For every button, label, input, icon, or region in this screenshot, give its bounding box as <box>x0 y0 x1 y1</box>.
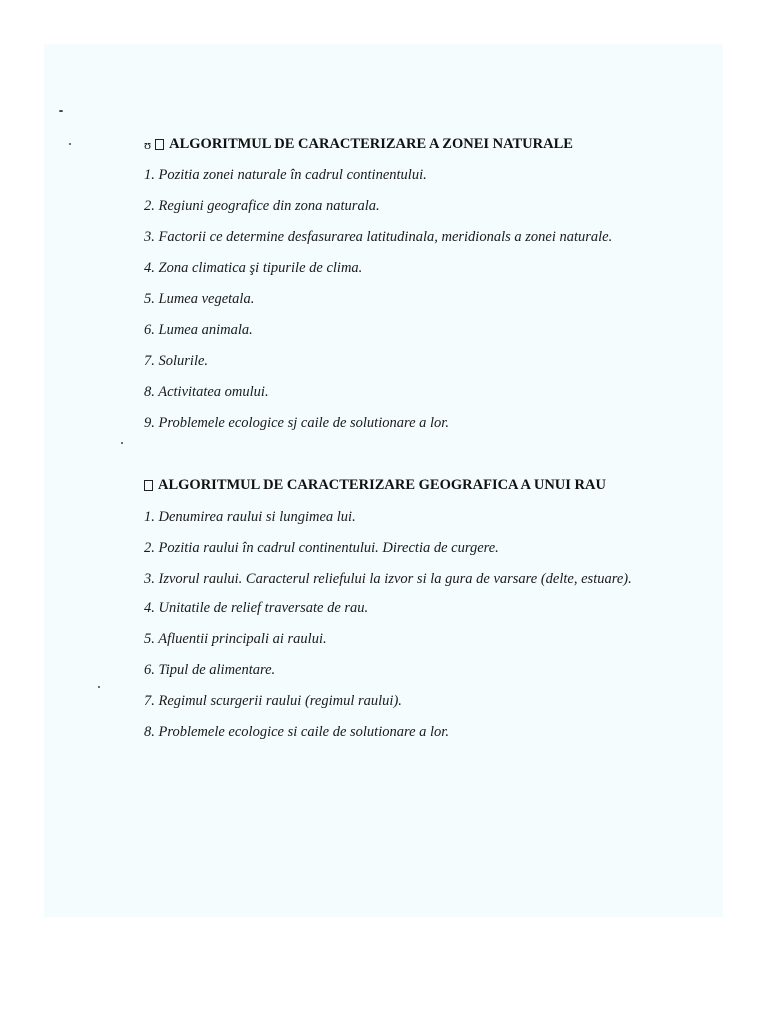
checkbox-icon <box>155 139 164 150</box>
list-item: 2. Regiuni geografice din zona naturala. <box>144 198 380 214</box>
section-title: ALGORITMUL DE CARACTERIZARE A ZONEI NATURALE <box>169 136 573 152</box>
list-item: 4. Unitatile de relief traversate de rau. <box>144 600 369 616</box>
scan-speck <box>69 143 71 145</box>
list-item: 9. Problemele ecologice sj caile de solutionare a lor. <box>144 415 449 431</box>
checkbox-icon <box>144 480 153 491</box>
section-title: ALGORITMUL DE CARACTERIZARE GEOGRAFICA A UNUI RAU <box>158 477 606 493</box>
list-item: 8. Activitatea omului. <box>144 384 269 400</box>
list-item: 7. Regimul scurgerii raului (regimul raului). <box>144 693 402 709</box>
list-item: 6. Tipul de alimentare. <box>144 662 276 678</box>
list-item: 6. Lumea animala. <box>144 322 253 338</box>
section-zona-naturala <box>144 136 684 446</box>
list-item: 7. Solurile. <box>144 353 209 369</box>
list-item: 4. Zona climatica şi tipurile de clima. <box>144 260 363 276</box>
list-item: 5. Afluentii principali ai raului. <box>144 631 327 647</box>
item-list <box>144 509 684 740</box>
list-item: 2. Pozitia raului în cadrul continentului. Directia de curgere. <box>144 540 499 556</box>
list-item: 3. Factorii ce determine desfasurarea latitudinala, meridionals a zonei naturale. <box>144 229 613 245</box>
list-item: 1. Pozitia zonei naturale în cadrul continentului. <box>144 167 427 183</box>
list-item: 8. Problemele ecologice si caile de solutionare a lor. <box>144 724 449 740</box>
section-heading <box>144 136 684 153</box>
list-item: 1. Denumirea raului si lungimea lui. <box>144 509 356 525</box>
section-rau <box>144 477 684 755</box>
scan-speck <box>98 686 100 688</box>
section-marker-glyph: ʊ <box>144 136 152 152</box>
scan-speck <box>59 110 63 112</box>
scan-speck <box>121 442 123 444</box>
list-item: 3. Izvorul raului. Caracterul reliefului la izvor si la gura de varsare (delte, estuare). <box>144 571 632 587</box>
item-list <box>144 167 684 431</box>
section-heading <box>144 477 684 494</box>
list-item: 5. Lumea vegetala. <box>144 291 255 307</box>
